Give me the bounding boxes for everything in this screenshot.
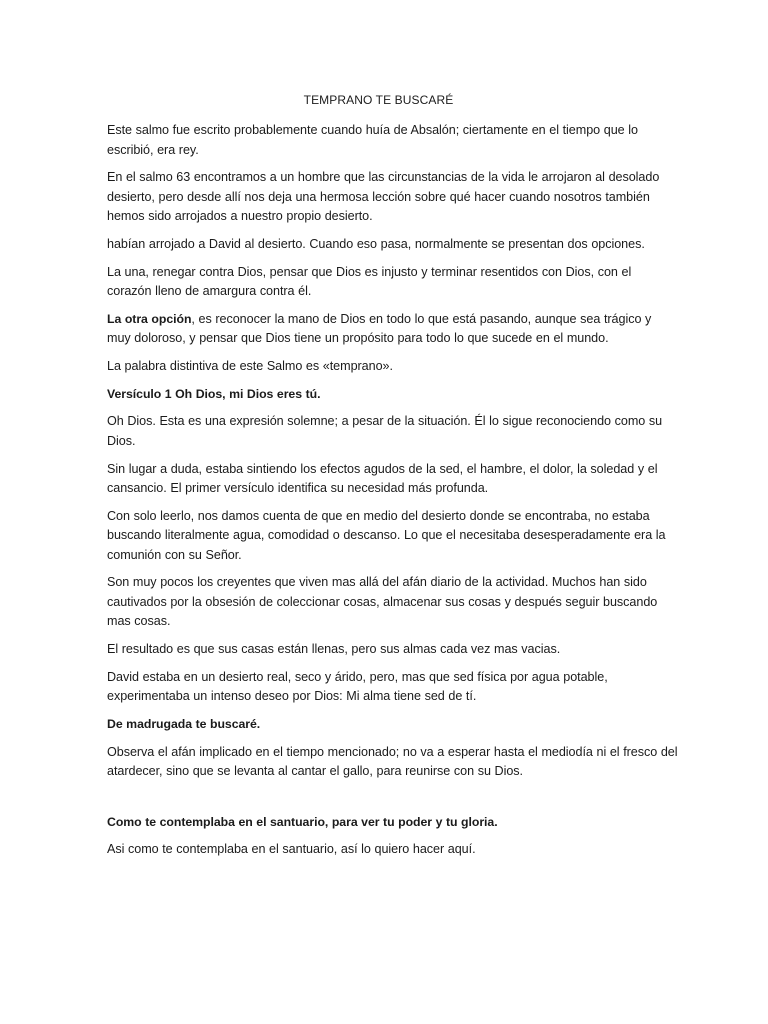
paragraph-5 xyxy=(107,310,678,349)
verse-heading: Versículo 1 Oh Dios, mi Dios eres tú. xyxy=(107,386,321,401)
paragraph-8: Oh Dios. Esta es una expresión solemne; a pesar de la situación. Él lo sigue reconociendo como su Dios. xyxy=(107,414,663,448)
subheading-madrugada: De madrugada te buscaré. xyxy=(107,716,261,731)
paragraph-10: Con solo leerlo, nos damos cuenta de que en medio del desierto donde se encontraba, no estaba buscando literalmente agua, comodidad o descanso. Lo que el necesitaba desesperadamente era la comunión con su Señor. xyxy=(107,508,666,562)
paragraph-17: Asi como te contemplaba en el santuario, así lo quiero hacer aquí. xyxy=(107,842,476,857)
paragraph-2: En el salmo 63 encontramos a un hombre que las circunstancias de la vida le arrojaron al desolado desierto, pero desde allí nos deja una hermosa lección sobre qué hacer cuando nosotros también hemos sido arrojados a nuestro propio desierto. xyxy=(107,170,660,224)
paragraph-9: Sin lugar a duda, estaba sintiendo los efectos agudos de la sed, el hambre, el dolor, la soledad y el cansancio. El primer versículo identifica su necesidad más profunda. xyxy=(107,461,658,495)
paragraph-12: El resultado es que sus casas están llenas, pero sus almas cada vez mas vacias. xyxy=(107,642,561,657)
paragraph-13: David estaba en un desierto real, seco y árido, pero, mas que sed física por agua potable, experimentaba un intenso deseo por Dios: Mi alma tiene sed de tí. xyxy=(107,669,608,704)
paragraph-4: La una, renegar contra Dios, pensar que Dios es injusto y terminar resentidos con Dios, con el corazón lleno de amargura contra él. xyxy=(107,264,632,299)
subheading-santuario: Como te contemplaba en el santuario, para ver tu poder y tu gloria. xyxy=(107,814,498,829)
paragraph-11: Son muy pocos los creyentes que viven mas allá del afán diario de la actividad. Muchos han sido cautivados por la obsesión de coleccionar cosas, almacenar sus cosas y después seguir buscando mas cosas. xyxy=(107,575,658,629)
paragraph-1: Este salmo fue escrito probablemente cuando huía de Absalón; ciertamente en el tiempo que lo escribió, era rey. xyxy=(107,123,638,157)
paragraph-3: habían arrojado a David al desierto. Cuando eso pasa, normalmente se presentan dos opciones. xyxy=(107,236,645,251)
document-title: TEMPRANO TE BUSCARÉ xyxy=(303,93,454,107)
paragraph-5-rest: , es reconocer la mano de Dios en todo lo que está pasando, aunque sea trágico y muy doloroso, y pensar que Dios tiene un propósito para todo lo que sucede en el mundo. xyxy=(107,311,652,346)
paragraph-5-lead: La otra opción xyxy=(107,311,192,326)
paragraph-15: Observa el afán implicado en el tiempo mencionado; no va a esperar hasta el mediodía ni el fresco del atardecer, sino que se levanta al cantar el gallo, para reunirse con su Dios. xyxy=(107,744,678,779)
paragraph-6: La palabra distintiva de este Salmo es «temprano». xyxy=(107,358,393,373)
